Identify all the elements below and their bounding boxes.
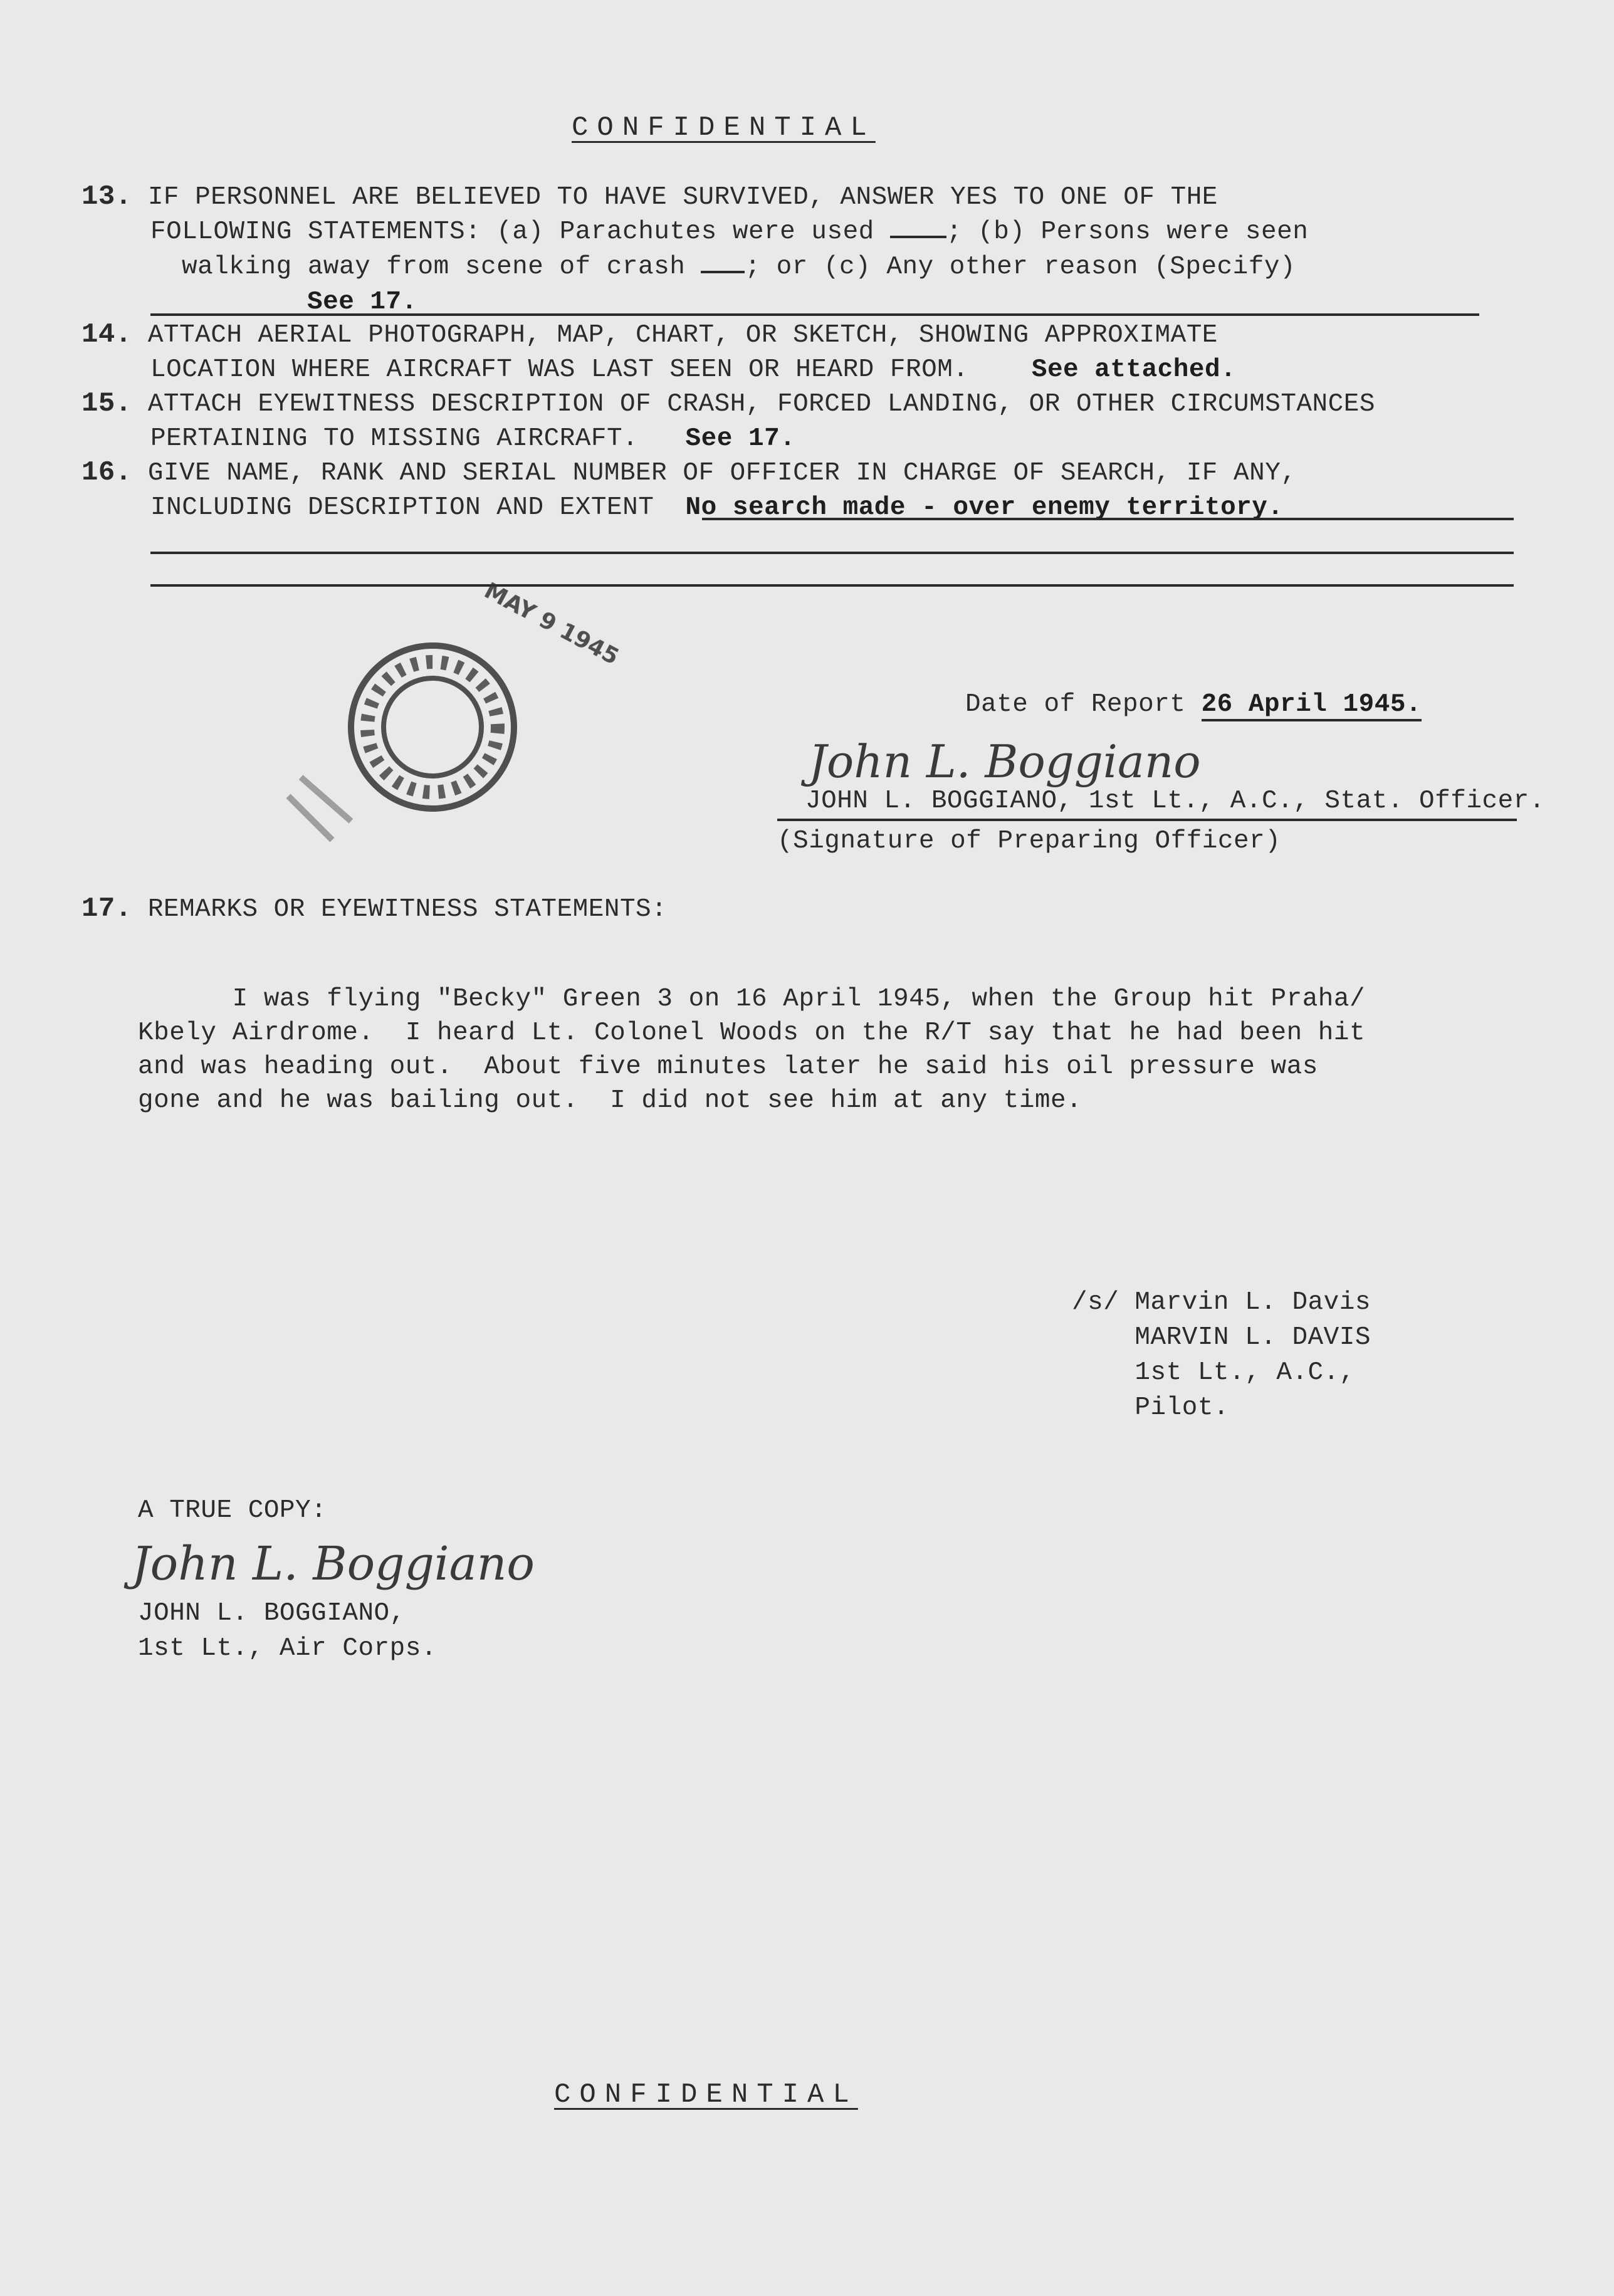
item-13-number: 13. <box>81 181 132 212</box>
witness-rank: 1st Lt., A.C., <box>1072 1358 1355 1387</box>
preparing-officer-signature-script: John L. Boggiano <box>809 735 1201 788</box>
item-16-answer-rule <box>702 518 1514 520</box>
header-classification: CONFIDENTIAL <box>572 112 876 144</box>
blank-parachutes <box>890 217 946 238</box>
true-copy-rank: 1st Lt., Air Corps. <box>138 1634 437 1663</box>
item-14-line-2: LOCATION WHERE AIRCRAFT WAS LAST SEEN OR HEARD FROM. See attached. <box>150 355 1237 384</box>
true-copy-label: A TRUE COPY: <box>138 1496 327 1525</box>
blank-walking-away <box>701 252 745 273</box>
date-label: Date of Report <box>965 690 1186 719</box>
stamp-smudge <box>288 777 351 840</box>
item-16-line-2: INCLUDING DESCRIPTION AND EXTENT No search made - over enemy territory. <box>150 493 1284 522</box>
preparing-officer-name: JOHN L. BOGGIANO, 1st Lt., A.C., Stat. Officer. <box>805 787 1545 815</box>
statement-line-4: gone and he was bailing out. I did not see him at any time. <box>138 1086 1082 1115</box>
item-16-answer: No search made - over enemy territory. <box>685 493 1284 522</box>
item-13-line-1: 13. IF PERSONNEL ARE BELIEVED TO HAVE SURVIVED, ANSWER YES TO ONE OF THE <box>81 181 1218 212</box>
true-copy-name: JOHN L. BOGGIANO, <box>138 1599 406 1628</box>
item-14-number: 14. <box>81 319 132 350</box>
date-of-report <box>965 689 1422 720</box>
item-13-answer-rule <box>150 313 1479 316</box>
item-15-answer: See 17. <box>685 424 796 453</box>
date-value: 26 April 1945. <box>1202 690 1422 721</box>
witness-title: Pilot. <box>1072 1393 1230 1422</box>
item-15-line-2: PERTAINING TO MISSING AIRCRAFT. See 17. <box>150 424 796 453</box>
item-17-number: 17. <box>81 893 132 925</box>
stamp-outer-ring <box>351 646 514 809</box>
statement-line-2: Kbely Airdrome. I heard Lt. Colonel Woods on the R/T say that he had been hit <box>138 1019 1366 1047</box>
item-13-line-3: walking away from scene of crash ; or (c) Any other reason (Specify) <box>182 253 1296 281</box>
item-16-line-1: 16. GIVE NAME, RANK AND SERIAL NUMBER OF OFFICER IN CHARGE OF SEARCH, IF ANY, <box>81 457 1297 488</box>
witness-signed: /s/ Marvin L. Davis <box>1072 1288 1371 1317</box>
item-17-heading: 17. REMARKS OR EYEWITNESS STATEMENTS: <box>81 893 668 925</box>
item-16-number: 16. <box>81 457 132 488</box>
true-copy-signature-script: John L. Boggiano <box>132 1537 535 1591</box>
stamp-date: MAY 9 1945 <box>479 577 623 671</box>
received-stamp <box>276 570 627 896</box>
blank-rule-1 <box>150 552 1514 554</box>
stamp-lettering-band <box>367 662 498 792</box>
item-15-number: 15. <box>81 388 132 419</box>
stamp-inner-ring <box>384 678 481 776</box>
item-14-answer: See attached. <box>1031 355 1237 384</box>
preparing-officer-caption: (Signature of Preparing Officer) <box>777 827 1281 856</box>
item-15-line-1: 15. ATTACH EYEWITNESS DESCRIPTION OF CRASH, FORCED LANDING, OR OTHER CIRCUMSTANCES <box>81 388 1375 419</box>
witness-name: MARVIN L. DAVIS <box>1072 1323 1371 1352</box>
statement-line-3: and was heading out. About five minutes later he said his oil pressure was <box>138 1052 1318 1081</box>
item-13-line-2: FOLLOWING STATEMENTS: (a) Parachutes were used ; (b) Persons were seen <box>150 218 1309 246</box>
footer-classification: CONFIDENTIAL <box>554 2079 858 2110</box>
item-14-line-1: 14. ATTACH AERIAL PHOTOGRAPH, MAP, CHART, OR SKETCH, SHOWING APPROXIMATE <box>81 319 1218 350</box>
statement-line-1: I was flying "Becky" Green 3 on 16 April 1945, when the Group hit Praha/ <box>138 985 1366 1014</box>
item-13-answer: See 17. <box>307 288 417 317</box>
signature-rule <box>777 819 1517 821</box>
